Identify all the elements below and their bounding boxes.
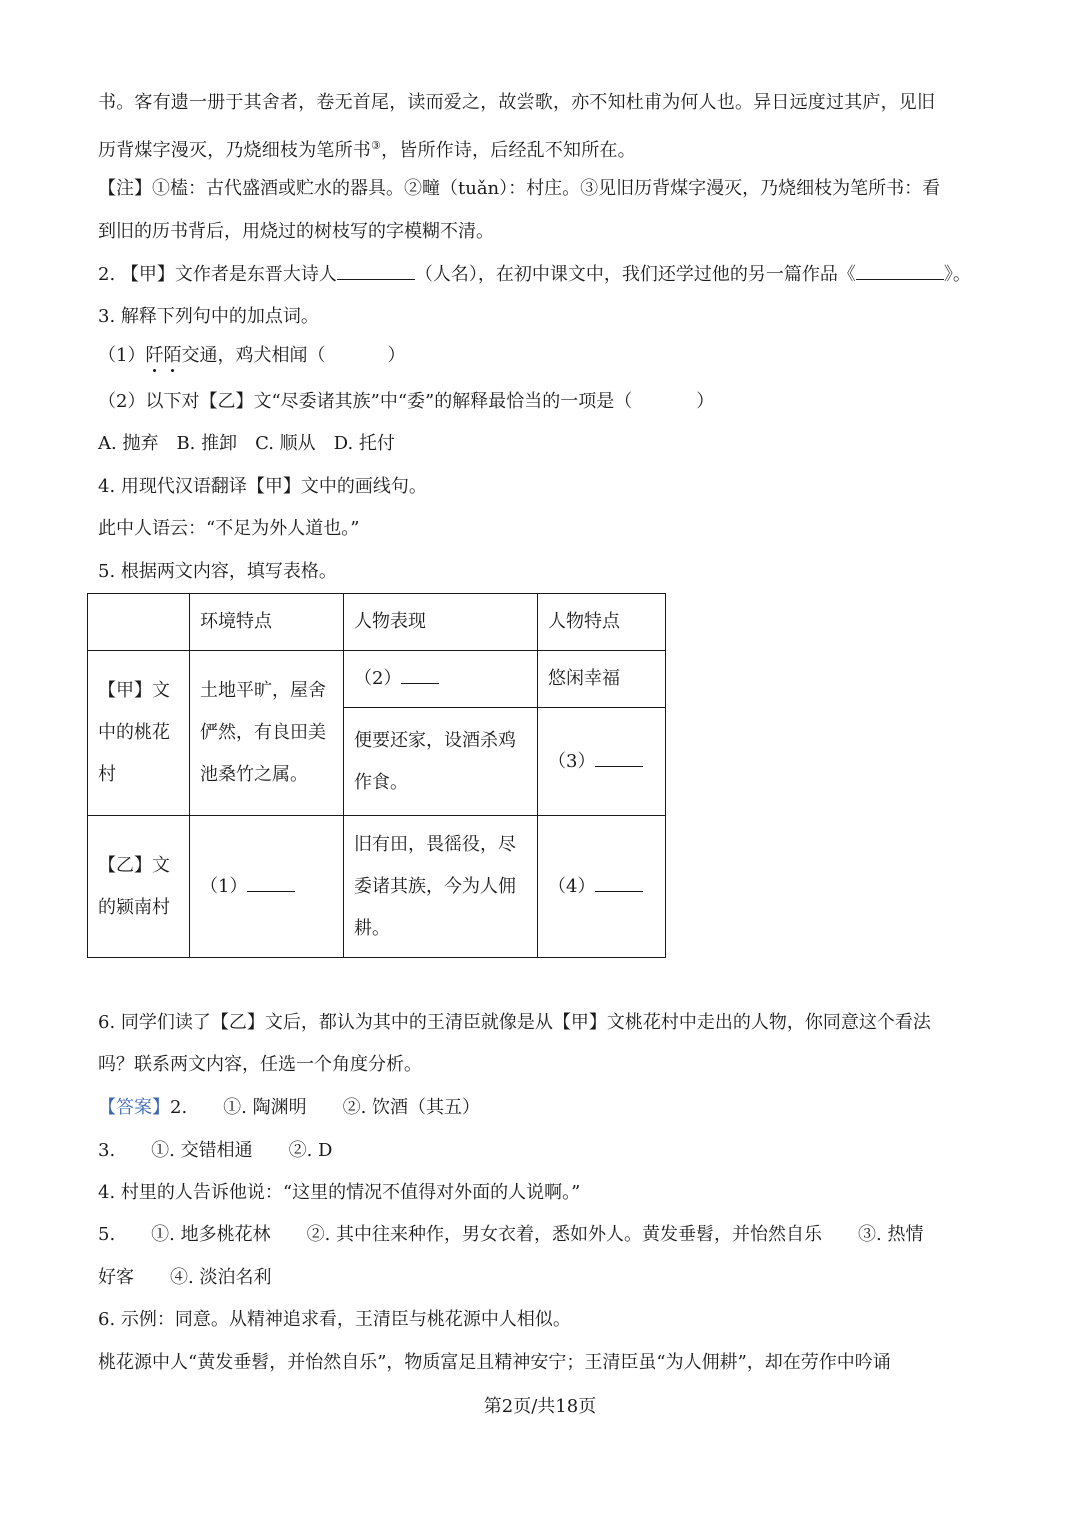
q3-sub1-text: 交通，鸡犬相闻（ [181, 345, 326, 366]
blank-1[interactable] [247, 873, 295, 892]
question-3-title: 3. 解释下列句中的加点词。 [98, 306, 319, 327]
question-3-sub-1 [98, 343, 988, 369]
dotted-char-qian: 阡 [145, 345, 164, 366]
cell-jia-trait-2[interactable] [538, 708, 666, 816]
answer-6-line-2: 桃花源中人“黄发垂髫，并怡然自乐”，物质富足且精神安宁；王清臣虽“为人佣耕”，却在劳作中吟诵 [98, 1352, 891, 1373]
cell-jia-performance-1[interactable] [344, 651, 538, 708]
table-row-jia-1 [88, 651, 666, 708]
q3-sub1-prefix: （1） [98, 345, 146, 366]
q3-sub1-close: ） [387, 345, 406, 366]
question-6-line-1: 6. 同学们读了【乙】文后，都认为其中的王清臣就像是从【甲】文桃花村中走出的人物，你同意这个看法 [98, 1012, 931, 1033]
row-label-jia: 【甲】文中的桃花村 [88, 651, 190, 816]
fill-in-table [87, 593, 666, 958]
blank-label-3: （3） [548, 750, 596, 772]
question-6-line-2: 吗？联系两文内容，任选一个角度分析。 [98, 1054, 422, 1075]
table-header-environment: 环境特点 [190, 594, 344, 651]
passage-line-1: 书。客有遗一册于其舍者，卷无首尾，读而爱之，故尝歌，亦不知杜甫为何人也。异日远度过其庐，见旧 [98, 92, 936, 113]
q2-blank-work[interactable] [856, 261, 944, 280]
note-line-2: 到旧的历书背后，用烧过的树枝写的字模糊不清。 [98, 221, 494, 242]
answer-2 [98, 1095, 988, 1121]
page-number: 第2页/共18页 [483, 1396, 597, 1417]
cell-jia-environment: 土地平旷，屋舍俨然，有良田美池桑竹之属。 [190, 651, 344, 816]
passage-line-2 [98, 133, 988, 164]
blank-label-2: （2） [354, 668, 402, 689]
q2-blank-author[interactable] [337, 261, 415, 280]
table-header-empty [88, 594, 190, 651]
passage-line-2-text: 历背煤字漫灭，乃烧细枝为笔所书 [98, 140, 371, 161]
footnote-marker: ③ [371, 139, 382, 152]
blank-4[interactable] [595, 873, 643, 892]
question-3-sub-2 [98, 389, 988, 415]
q3-sub2-text: （2）以下对【乙】文“尽委诸其族”中“委”的解释最恰当的一项是（ [98, 391, 633, 412]
question-4-sentence: 此中人语云：“不足为外人道也。” [98, 518, 360, 539]
question-3-options: A. 抛弃 B. 推卸 C. 顺从 D. 托付 [98, 433, 395, 454]
answer-2-text: 2. ①. 陶渊明 ②. 饮酒（其五） [170, 1097, 481, 1118]
answer-4: 4. 村里的人告诉他说：“这里的情况不值得对外面的人说啊。” [98, 1182, 581, 1203]
q2-text-1: 2. 【甲】文作者是东晋大诗人 [98, 264, 337, 285]
answer-5-line-1: 5. ①. 地多桃花林 ②. 其中往来种作，男女衣着，悉如外人。黄发垂髫，并怡然自乐 ③. 热情 [98, 1224, 924, 1245]
cell-yi-environment[interactable] [190, 816, 344, 958]
answer-3: 3. ①. 交错相通 ②. D [98, 1140, 333, 1161]
table-header-performance: 人物表现 [344, 594, 538, 651]
cell-jia-performance-2: 便要还家，设酒杀鸡作食。 [344, 708, 538, 816]
blank-3[interactable] [595, 748, 643, 767]
answer-label: 【答案】 [98, 1097, 170, 1118]
question-2 [98, 261, 988, 288]
q2-text-3: 》。 [943, 264, 971, 285]
q2-text-2: （人名），在初中课文中，我们还学过他的另一篇作品《 [414, 264, 856, 285]
table-header-row [88, 594, 666, 651]
row-label-yi: 【乙】文的颍南村 [88, 816, 190, 958]
dotted-char-mo: 陌 [163, 345, 182, 366]
blank-label-4: （4） [548, 875, 596, 897]
blank-2[interactable] [401, 665, 439, 684]
cell-yi-trait[interactable] [538, 816, 666, 958]
question-4-title: 4. 用现代汉语翻译【甲】文中的画线句。 [98, 476, 427, 497]
answer-6-line-1: 6. 示例：同意。从精神追求看，王清臣与桃花源中人相似。 [98, 1309, 571, 1330]
answer-5-line-2: 好客 ④. 淡泊名利 [98, 1267, 272, 1288]
table-header-traits: 人物特点 [538, 594, 666, 651]
q3-sub2-close: ） [696, 391, 715, 412]
note-line-1: 【注】①榼：古代盛酒或贮水的器具。②疃（tuǎn）：村庄。③见旧历背煤字漫灭，乃烧细枝为笔所书：看 [98, 178, 941, 199]
passage-line-2-rest: ，皆所作诗，后经乱不知所在。 [381, 140, 636, 161]
question-5-title: 5. 根据两文内容，填写表格。 [98, 561, 337, 582]
cell-jia-trait-1: 悠闲幸福 [538, 651, 666, 708]
blank-label-1: （1） [200, 875, 248, 897]
cell-yi-performance: 旧有田，畏徭役，尽委诸其族，今为人佣耕。 [344, 816, 538, 958]
table-row-yi [88, 816, 666, 958]
